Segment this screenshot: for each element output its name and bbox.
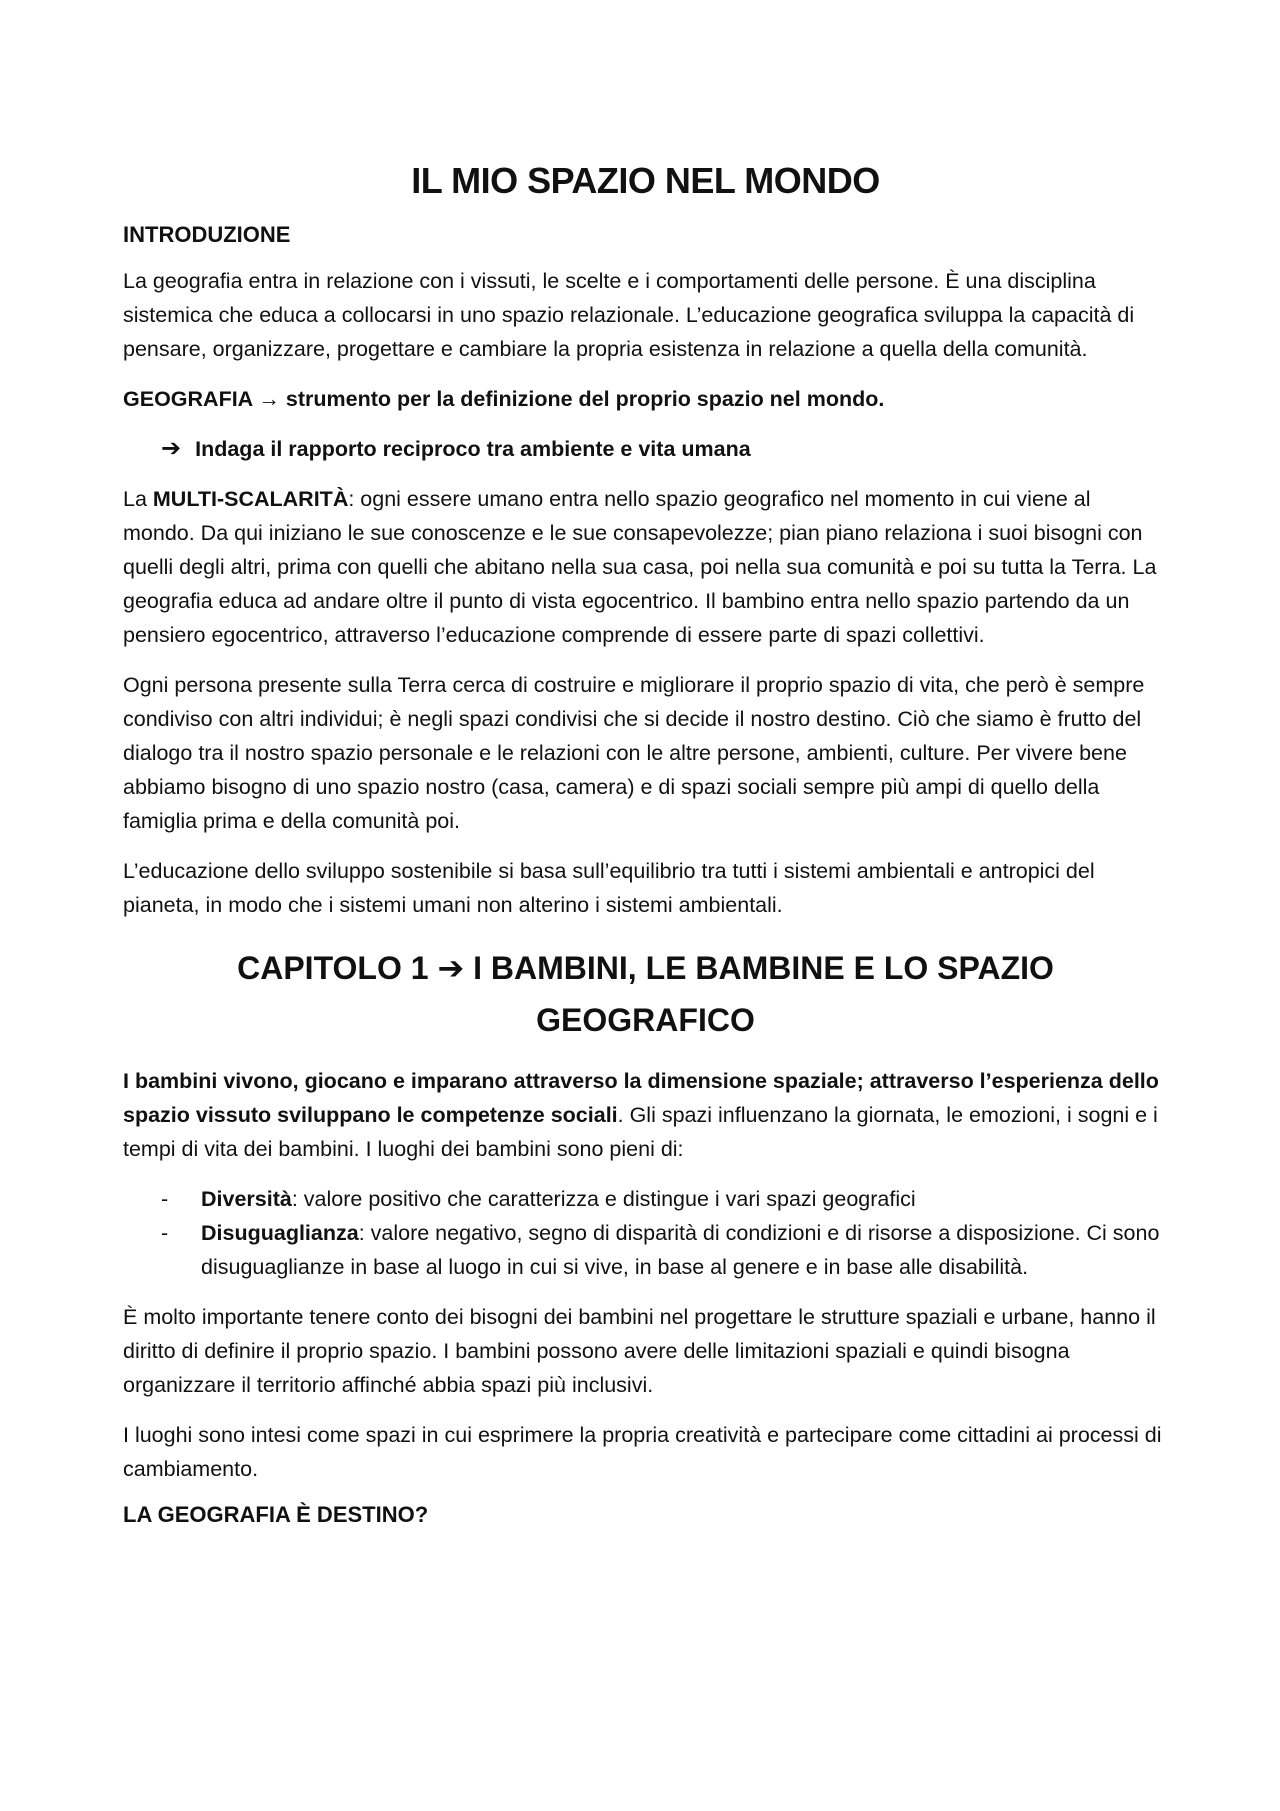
list-item-description: : valore positivo che caratterizza e distingue i vari spazi geografici xyxy=(291,1187,916,1211)
paragraph-bisogni-bambini: È molto importante tenere conto dei bisogni dei bambini nel progettare le strutture spaziali e urbane, hanno il diritto di definire il proprio spazio. I bambini possono avere delle limitazioni spaziali e quindi bisogna organizzare il territorio affinché abbia spazi più inclusivi. xyxy=(123,1305,1156,1397)
list-item-text xyxy=(201,1182,1168,1216)
luoghi-list xyxy=(123,1182,1168,1284)
multiscalarita-term: MULTI-SCALARITÀ xyxy=(152,487,349,511)
bambini-vivono-rest: . Gli spazi influenzano la giornata, le emozioni, i sogni e i tempi di vita dei bambini. I luoghi dei bambini sono pieni di: xyxy=(123,1103,1158,1161)
list-item-term: Disuguaglianza xyxy=(201,1221,359,1245)
indaga-text: Indaga il rapporto reciproco tra ambiente e vita umana xyxy=(195,437,751,461)
paragraph-ogni-persona: Ogni persona presente sulla Terra cerca di costruire e migliorare il proprio spazio di vita, che però è sempre condiviso con altri individui; è negli spazi condivisi che si decide il nostro destino. Ciò che siamo è frutto del dialogo tra il nostro spazio personale e le relazioni con le altre persone, ambienti, culture. Per vivere bene abbiamo bisogno di uno spazio nostro (casa, camera) e di spazi sociali sempre più ampi di quello della famiglia prima e della comunità poi. xyxy=(123,673,1145,833)
paragraph-bambini-vivono xyxy=(123,1064,1168,1166)
geografia-label: GEOGRAFIA xyxy=(123,387,253,411)
multiscalarita-text: : ogni essere umano entra nello spazio geografico nel momento in cui viene al mondo. Da qui iniziano le sue conoscenze e le sue consapevolezze; pian piano relaziona i suoi bisogni con quelli degli altri, prima con quelli che abitano nella sua casa, poi nella sua comunità e poi su tutta la Terra. La geografia educa ad andare oltre il punto di vista egocentrico. Il bambino entra nello spazio partendo da un pensiero egocentrico, attraverso l’educazione comprende di essere parte di spazi collettivi. xyxy=(123,487,1157,647)
page-title: IL MIO SPAZIO NEL MONDO xyxy=(411,160,880,201)
list-dash: - xyxy=(161,1187,169,1211)
list-item xyxy=(123,1216,1168,1284)
paragraph-educazione-sostenibile: L’educazione dello sviluppo sostenibile si basa sull’equilibrio tra tutti i sistemi ambientali e antropici del pianeta, in modo che i sistemi umani non alterino i sistemi ambientali. xyxy=(123,859,1095,917)
chapter-title xyxy=(123,942,1168,1046)
list-item-description: : valore negativo, segno di disparità di condizioni e di risorse a disposizione. Ci sono disuguaglianze in base al luogo in cui si vive, in base al genere e in base alle disabilità. xyxy=(201,1221,1160,1279)
list-item-term: Diversità xyxy=(201,1187,292,1211)
paragraph-intro: La geografia entra in relazione con i vissuti, le scelte e i comportamenti delle persone. È una disciplina sistemica che educa a collocarsi in uno spazio relazionale. L’educazione geografica sviluppa la capacità di pensare, organizzare, progettare e cambiare la propria esistenza in relazione a quella della comunità. xyxy=(123,269,1135,361)
indaga-item xyxy=(161,432,1168,466)
list-item-text xyxy=(201,1216,1168,1284)
list-dash: - xyxy=(161,1221,169,1245)
arrow-right-icon: → xyxy=(258,387,280,411)
list-item xyxy=(123,1182,1168,1216)
section-heading-introduzione: INTRODUZIONE xyxy=(123,222,291,247)
multiscalarita-prefix: La xyxy=(123,487,153,511)
chapter-title-line2: GEOGRAFICO xyxy=(536,1002,755,1038)
section-heading-geografia-destino: LA GEOGRAFIA È DESTINO? xyxy=(123,1502,429,1527)
bambini-vivono-bold: I bambini vivono, giocano e imparano attraverso la dimensione spaziale; attraverso l’esperienza dello spazio vissuto sviluppano le competenze sociali xyxy=(123,1069,1159,1127)
heavy-arrow-icon: ➔ xyxy=(161,435,182,462)
geografia-definition-text: strumento per la definizione del proprio spazio nel mondo. xyxy=(285,387,885,411)
paragraph-luoghi-creativita: I luoghi sono intesi come spazi in cui esprimere la propria creatività e partecipare come cittadini ai processi di cambiamento. xyxy=(123,1423,1162,1481)
document-body xyxy=(123,150,1168,1544)
chapter-title-line1: CAPITOLO 1 ➔ I BAMBINI, LE BAMBINE E LO SPAZIO xyxy=(237,950,1054,986)
geografia-definition xyxy=(123,382,1168,416)
paragraph-multiscalarita xyxy=(123,482,1168,652)
